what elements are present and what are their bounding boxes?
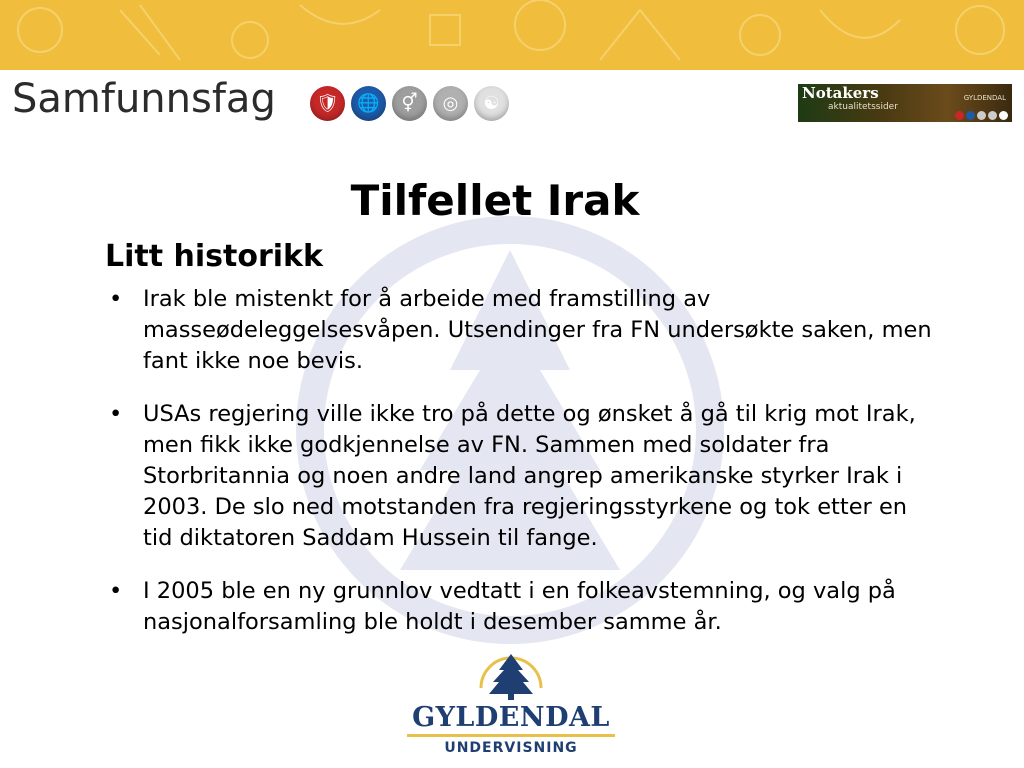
gyldendal-name: GYLDENDAL: [412, 702, 610, 733]
tree-logo-icon: [405, 648, 617, 704]
globe-icon[interactable]: 🌐: [351, 86, 386, 121]
notakers-brand: GYLDENDAL: [963, 94, 1006, 102]
bullet-marker: •: [109, 401, 123, 427]
coat-of-arms-icon[interactable]: 🛡: [310, 86, 345, 121]
banner-pattern-icon: [0, 0, 1024, 70]
top-banner: [0, 0, 1024, 70]
notakers-title: Notakers: [802, 84, 879, 102]
notakers-subtitle: aktualitetssider: [828, 102, 898, 112]
bullet-item: [105, 576, 935, 638]
yin-yang-icon[interactable]: ☯: [474, 86, 509, 121]
subheading: Litt historikk: [105, 239, 323, 274]
bullet-marker: •: [109, 578, 123, 604]
gyldendal-divider: [407, 734, 615, 737]
bullet-list: [105, 284, 935, 660]
bullet-text: USAs regjering ville ikke tro på dette og ønsket å gå til krig mot Irak, men fikk ikke godkjennelse av FN. Sammen med soldater fra Storbritannia og noen andre land angrep amerikanske styrker Irak i 2003. De slo ned motstanden fra regjeringsstyrkene og tok etter en tid diktatoren Saddam Hussein til fange.: [143, 401, 916, 551]
bullet-item: [105, 284, 935, 377]
gyldendal-logo: [405, 648, 617, 760]
coin-icon[interactable]: ◎: [433, 86, 468, 121]
bullet-marker: •: [109, 286, 123, 312]
subject-icons: [310, 86, 509, 121]
slide-title: Tilfellet Irak: [350, 176, 640, 225]
gyldendal-subtitle: UNDERVISNING: [444, 740, 578, 756]
notakers-icons: [955, 111, 1008, 120]
notakers-banner[interactable]: [798, 84, 1012, 122]
bullet-text: Irak ble mistenkt for å arbeide med framstilling av masseødeleggelsesvåpen. Utsendinger fra FN undersøkte saken, men fant ikke noe bevis.: [143, 286, 932, 374]
bullet-item: [105, 399, 935, 554]
gender-symbol-icon[interactable]: ⚥: [392, 86, 427, 121]
bullet-text: I 2005 ble en ny grunnlov vedtatt i en folkeavstemning, og valg på nasjonalforsamling ble holdt i desember samme år.: [143, 578, 896, 635]
brand-title: Samfunnsfag: [12, 76, 276, 122]
